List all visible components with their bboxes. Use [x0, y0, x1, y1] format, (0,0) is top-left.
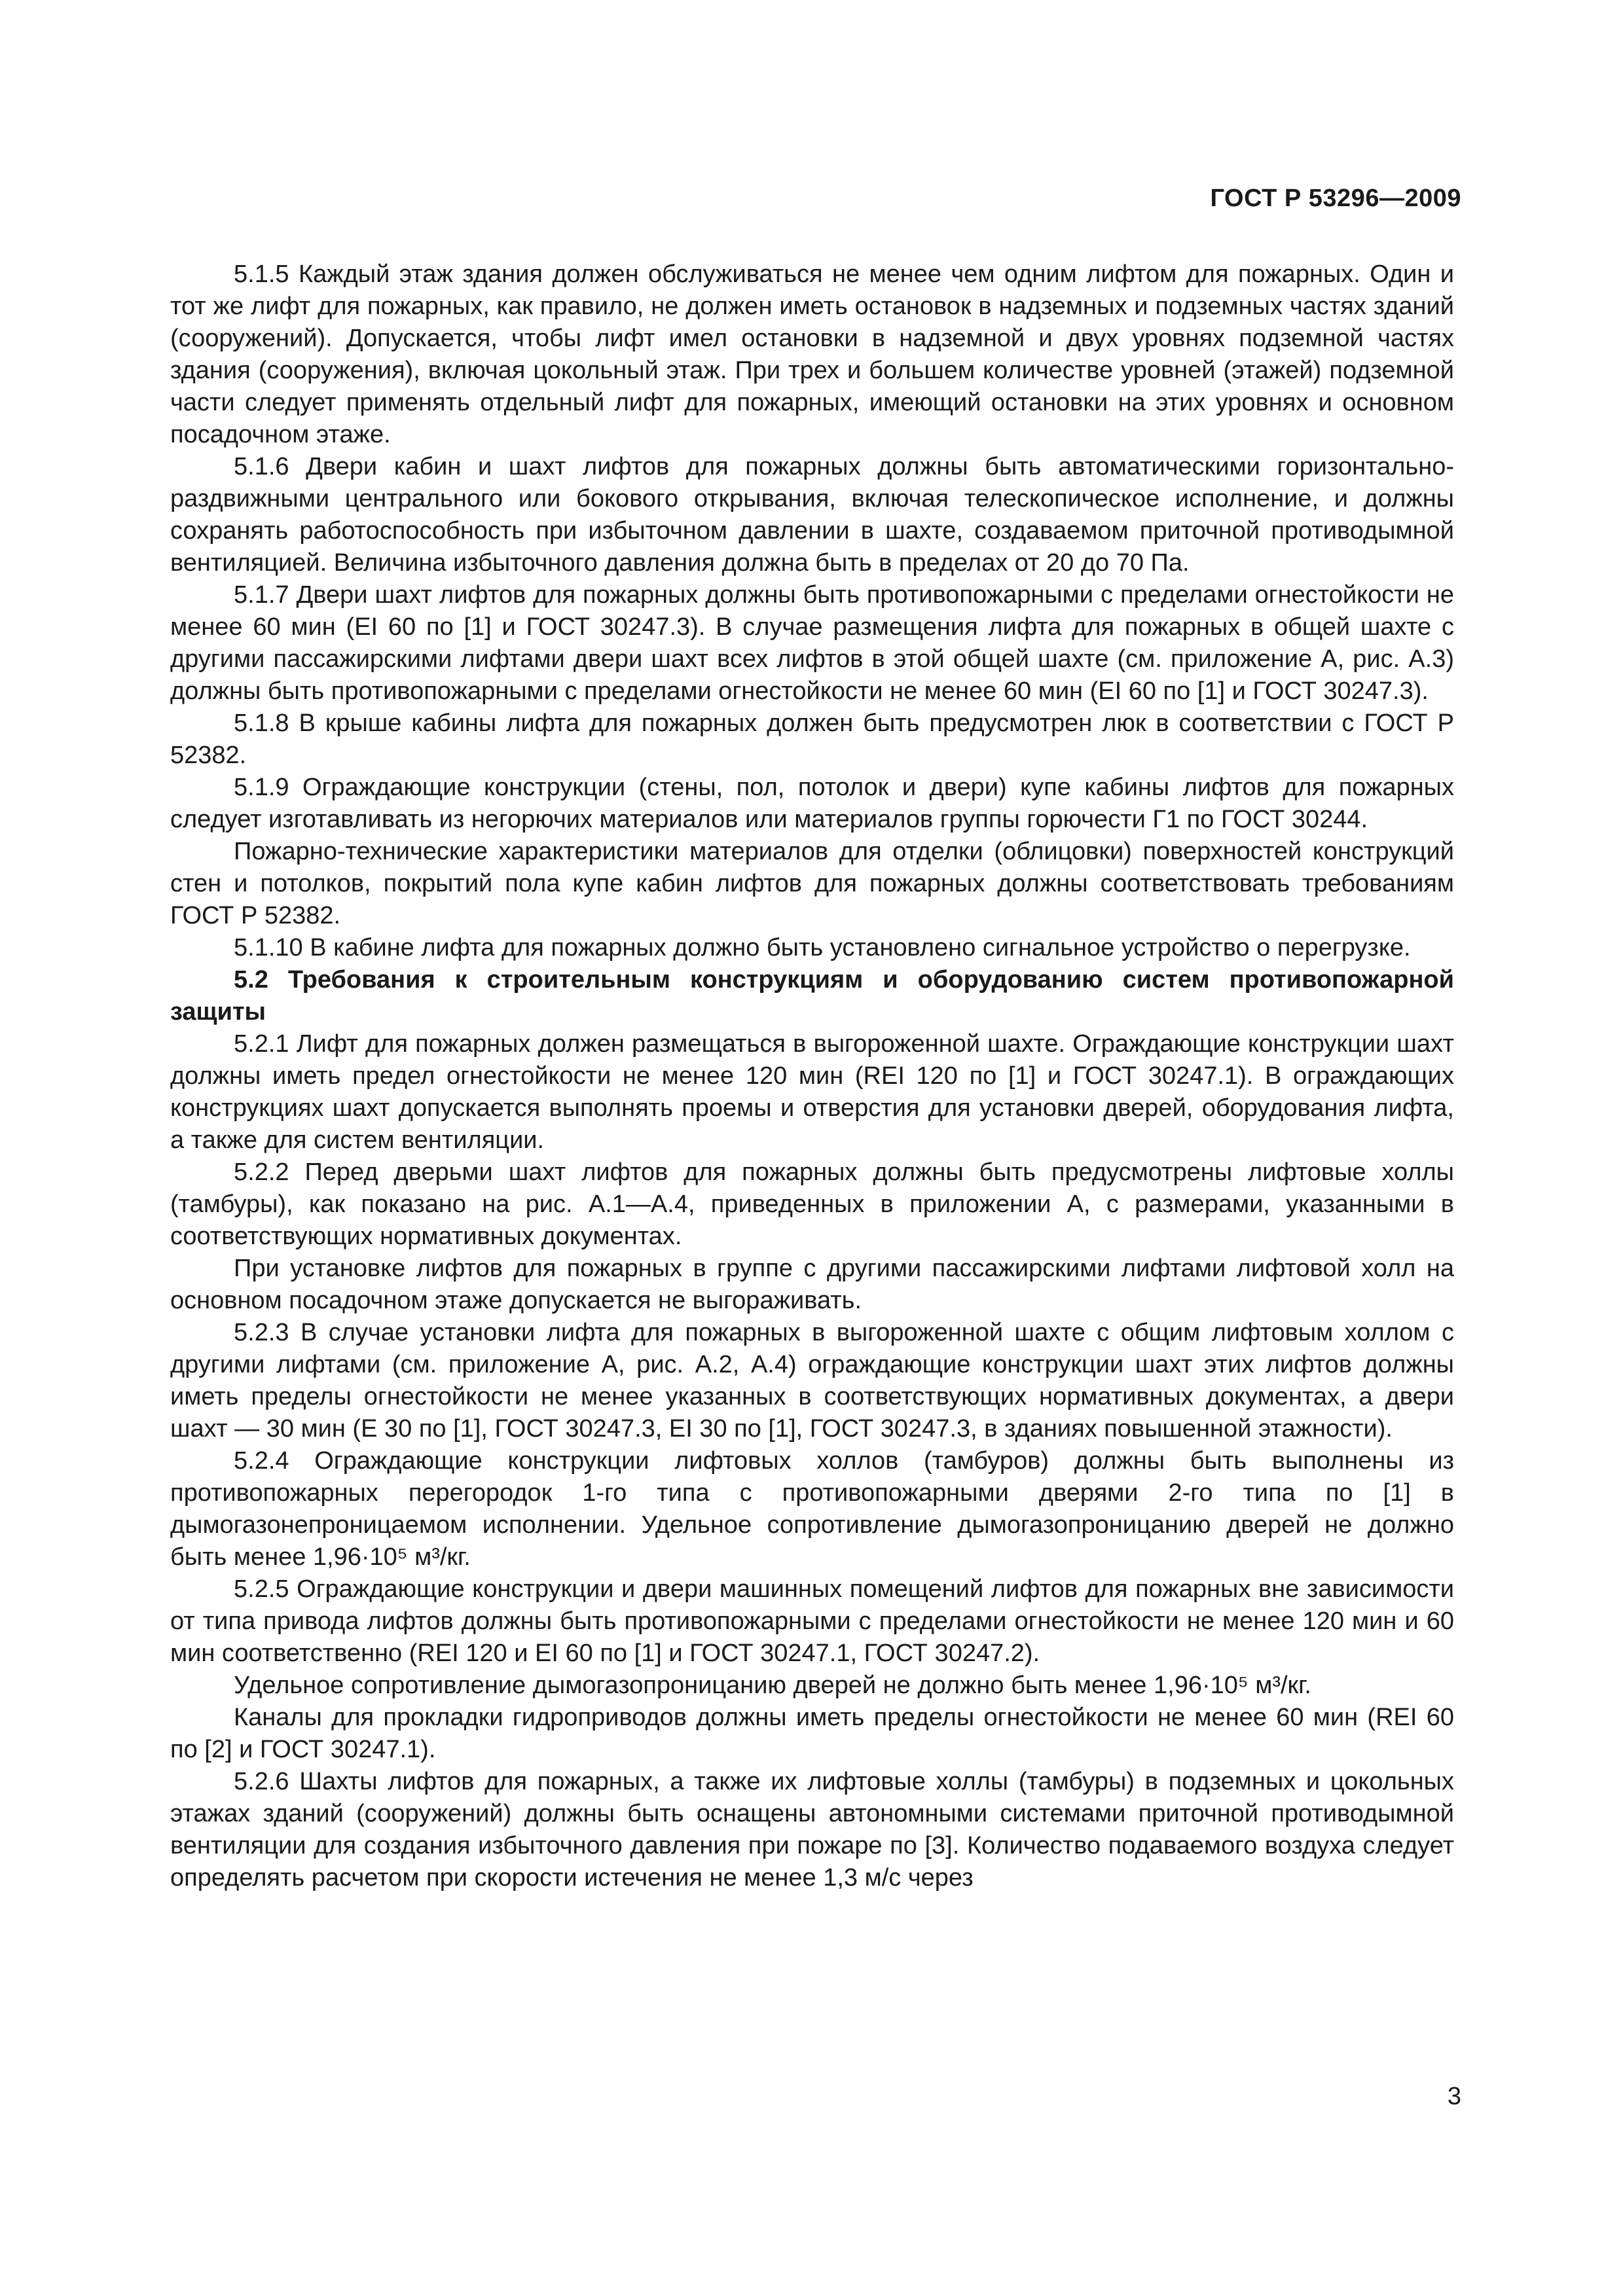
page-number: 3	[1447, 2083, 1461, 2110]
paragraph-5-2-5: 5.2.5 Ограждающие конструкции и двери машинных помещений лифтов для пожарных вне зависимости от типа привода лифтов должны быть противопожарными с пределами огнестойкости не менее 120 мин и 60 мин соответственно (REI 120 и EI 60 по [1] и ГОСТ 30247.1, ГОСТ 30247.2).	[170, 1575, 1454, 1667]
paragraph-5-2-1: 5.2.1 Лифт для пожарных должен размещаться в выгороженной шахте. Ограждающие конструкции шахт должны иметь предел огнестойкости не менее 120 мин (REI 120 по [1] и ГОСТ 30247.1). В ограждающих конструкциях шахт допускается выполнять проемы и отверстия для установки дверей, оборудования лифта, а также для систем вентиляции.	[170, 1030, 1454, 1154]
paragraph-5-1-9: 5.1.9 Ограждающие конструкции (стены, пол, потолок и двери) купе кабины лифтов для пожарных следует изготавливать из негорючих материалов или материалов группы горючести Г1 по ГОСТ 30244.	[170, 774, 1454, 833]
paragraph-5-1-7: 5.1.7 Двери шахт лифтов для пожарных должны быть противопожарными с пределами огнестойкости не менее 60 мин (EI 60 по [1] и ГОСТ 30247.3). В случае размещения лифта для пожарных в общей шахте с другими пассажирскими лифтами двери шахт всех лифтов в этой общей шахте (см. приложение А, рис. А.3) должны быть противопожарными с пределами огнестойкости не менее 60 мин (EI 60 по [1] и ГОСТ 30247.3).	[170, 581, 1454, 705]
paragraph-5-1-10: 5.1.10 В кабине лифта для пожарных должно быть установлено сигнальное устройство о перегрузке.	[234, 934, 1411, 961]
paragraph-5-2-3: 5.2.3 В случае установки лифта для пожарных в выгороженной шахте с общим лифтовым холлом с другими лифтами (см. приложение А, рис. А.2, А.4) ограждающие конструкции шахт этих лифтов должны иметь пределы огнестойкости не менее указанных в соответствующих нормативных документах, а двери шахт — 30 мин (E 30 по [1], ГОСТ 30247.3, EI 30 по [1], ГОСТ 30247.3, в зданиях повышенной этажности).	[170, 1319, 1454, 1443]
paragraph-5-2-5-channels: Каналы для прокладки гидроприводов должны иметь пределы огнестойкости не менее 60 мин (REI 60 по [2] и ГОСТ 30247.1).	[170, 1704, 1454, 1763]
document-body	[170, 259, 1454, 1894]
paragraph-5-2-6: 5.2.6 Шахты лифтов для пожарных, а также их лифтовые холлы (тамбуры) в подземных и цокольных этажах зданий (сооружений) должны быть оснащены автономными системами приточной противодымной вентиляции для создания избыточного давления при пожаре по [3]. Количество подаваемого воздуха следует определять расчетом при скорости истечения не менее 1,3 м/с через	[170, 1768, 1454, 1892]
paragraph-5-1-5: 5.1.5 Каждый этаж здания должен обслуживаться не менее чем одним лифтом для пожарных. Один и тот же лифт для пожарных, как правило, не должен иметь остановок в надземных и подземных частях зданий (сооружений). Допускается, чтобы лифт имел остановки в надземной и двух уровнях подземной частях здания (сооружения), включая цокольный этаж. При трех и большем количестве уровней (этажей) подземной части следует применять отдельный лифт для пожарных, имеющий остановки на этих уровнях и основном посадочном этаже.	[170, 260, 1454, 448]
paragraph-5-1-9-continued: Пожарно-технические характеристики материалов для отделки (облицовки) поверхностей конструкций стен и потолков, покрытий пола купе кабин лифтов для пожарных должны соответствовать требованиям ГОСТ Р 52382.	[170, 838, 1454, 929]
paragraph-5-2-2-continued: При установке лифтов для пожарных в группе с другими пассажирскими лифтами лифтовой холл на основном посадочном этаже допускается не выгораживать.	[170, 1255, 1454, 1314]
paragraph-5-2-4: 5.2.4 Ограждающие конструкции лифтовых холлов (тамбуров) должны быть выполнены из противопожарных перегородок 1-го типа с противопожарными дверями 2-го типа по [1] в дымогазонепроницаемом исполнении. Удельное сопротивление дымогазопроницанию дверей не должно быть менее 1,96·10⁵ м³/кг.	[170, 1447, 1454, 1571]
section-heading-5-2: 5.2 Требования к строительным конструкциям и оборудованию систем противопожарной защиты	[170, 966, 1454, 1026]
document-header: ГОСТ Р 53296—2009	[1210, 185, 1461, 212]
paragraph-5-1-8: 5.1.8 В крыше кабины лифта для пожарных должен быть предусмотрен люк в соответствии с ГОСТ Р 52382.	[170, 709, 1454, 769]
paragraph-5-1-6: 5.1.6 Двери кабин и шахт лифтов для пожарных должны быть автоматическими горизонтально-раздвижными центрального или бокового открывания, включая телескопическое исполнение, и должны сохранять работоспособность при избыточном давлении в шахте, создаваемом приточной противодымной вентиляцией. Величина избыточного давления должна быть в пределах от 20 до 70 Па.	[170, 453, 1454, 577]
paragraph-5-2-5-resistance: Удельное сопротивление дымогазопроницанию дверей не должно быть менее 1,96·10⁵ м³/кг.	[234, 1672, 1311, 1699]
paragraph-5-2-2: 5.2.2 Перед дверьми шахт лифтов для пожарных должны быть предусмотрены лифтовые холлы (тамбуры), как показано на рис. А.1—А.4, приведенных в приложении А, с размерами, указанными в соответствующих нормативных документах.	[170, 1158, 1454, 1250]
